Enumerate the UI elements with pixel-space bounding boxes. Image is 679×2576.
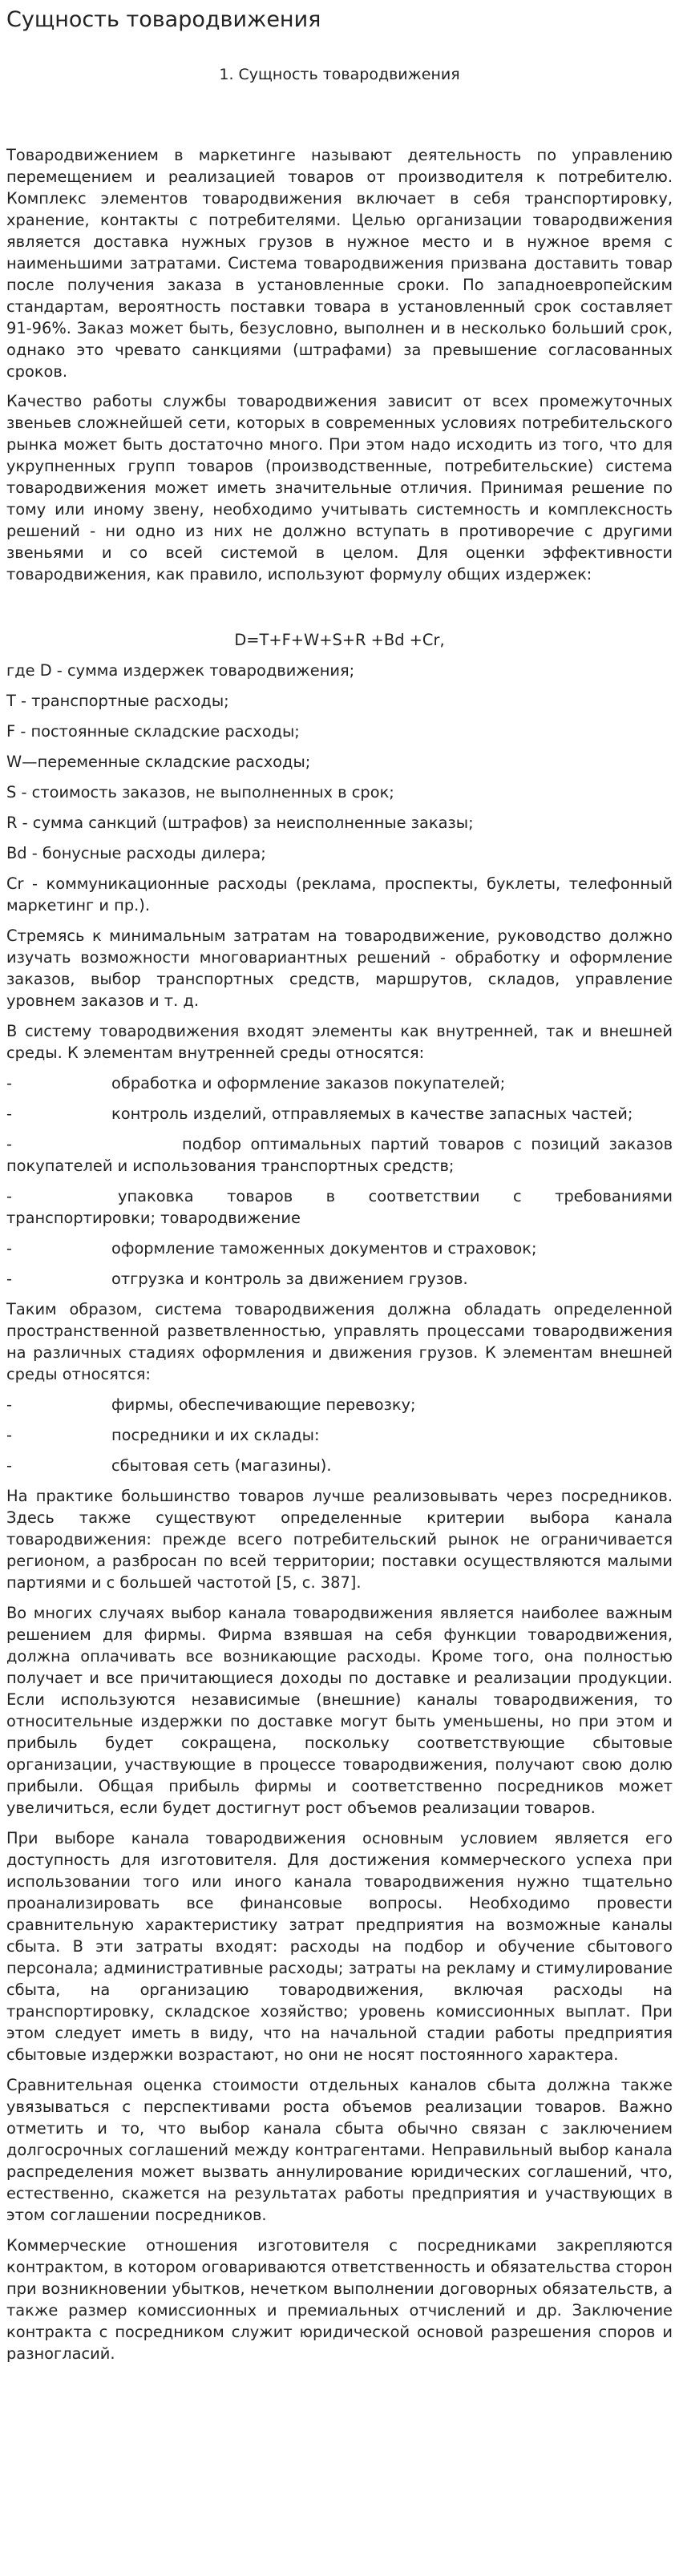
list-dash: -	[6, 1239, 12, 1258]
list-item-text: обработка и оформление заказов покупателей;	[111, 1074, 506, 1092]
list-item-text: посредники и их склады:	[111, 1426, 320, 1444]
paragraph-internal-intro: В систему товародвижения входят элементы как внутренней, так и внешней среды. К элементам внутренней среды относятся:	[6, 1022, 673, 1062]
paragraph-intermediaries: На практике большинство товаров лучше реализовывать через посредников. Здесь также существуют определенные критерии выбора канала товародвижения: прежде всего потребительский рынок не ограничивается регионом, а разбросан по всей территории; поставки осуществляются малыми партиями и с большей частотой [5, с. 387].	[6, 1487, 673, 1592]
formula-legend-bd: Bd - бонусные расходы дилера;	[6, 844, 266, 862]
list-item	[6, 1394, 673, 1415]
paragraph-quality: Качество работы службы товародвижения зависит от всех промежуточных звеньев сложнейшей сети, которых в современных условиях потребительского рынка может быть достаточно много. При этом надо исходить из того, что для укрупненных групп товаров (производственные, потребительские) система товародвижения может иметь значительные отличия. Принимая решение по тому или иному звену, необходимо учитывать системность и комплексность решений - ни одно из них не должно вступать в противоречие с другими звеньями и со всей системой в целом. Для оценки эффективности товародвижения, как правило, используют формулу общих издержек:	[6, 392, 673, 583]
paragraph-external-intro: Таким образом, система товародвижения должна обладать определенной пространственной разветвленностью, управлять процессами товародвижения на различных стадиях оформления и движения грузов. К элементам внешней среды относятся:	[6, 1300, 673, 1383]
list-item-text: фирмы, обеспечивающие перевозку;	[111, 1395, 416, 1414]
formula-legend-f: F - постоянные складские расходы;	[6, 722, 300, 741]
formula-legend-d: где D - сумма издержек товародвижения;	[6, 661, 355, 680]
list-item	[6, 1072, 673, 1094]
section-heading: 1. Сущность товародвижения	[219, 66, 460, 83]
cost-formula: D=T+F+W+S+R +Bd +Cr,	[234, 631, 445, 649]
list-item-text: контроль изделий, отправляемых в качестве запасных частей;	[111, 1104, 633, 1123]
list-item-text: упаковка товаров в соответствии с требованиями транспортировки; товародвижение	[6, 1187, 673, 1227]
paragraph-channel-choice: Во многих случаях выбор канала товародвижения является наиболее важным решением для фирмы. Фирма взявшая на себя функции товародвижения, должна оплачивать все возникающие расходы. Кроме того, она полностью получает и все причитающиеся доходы по доставке и реализации продукции. Если используются независимые (внешние) каналы товародвижения, то относительные издержки по доставке могут быть уменьшены, но при этом и прибыль будет сокращена, поскольку соответствующие сбытовые организации, участвующие в процессе товародвижения, получают свою долю прибыли. Общая прибыль фирмы и соответственно посредников может увеличиться, если будет достигнут рост объемов реализации товаров.	[6, 1604, 673, 1817]
formula-legend-w: W—переменные складские расходы;	[6, 753, 311, 771]
list-item-text: отгрузка и контроль за движением грузов.	[111, 1270, 468, 1288]
list-item	[6, 1455, 673, 1476]
paragraph-channel-selection: При выборе канала товародвижения основным условием является его доступность для изготовителя. Для достижения коммерческого успеха при использовании того или иного канала товародвижения нужно тщательно проанализировать все финансовые вопросы. Необходимо провести сравнительную характеристику затрат предприятия на возможные каналы сбыта. В эти затраты входят: расходы на подбор и обучение сбытового персонала; административные расходы; затраты на рекламу и стимулирование сбыта, на организацию товародвижения, включая расходы на транспортировку, складское хозяйство; уровень комиссионных выплат. При этом следует иметь в виду, что на начальной стадии работы предприятия сбытовые издержки возрастают, но они не носят постоянного характера.	[6, 1829, 673, 2064]
list-item	[6, 1103, 673, 1124]
formula-legend-s: S - стоимость заказов, не выполненных в срок;	[6, 783, 394, 801]
formula-legend-t: T - транспортные расходы;	[6, 692, 229, 710]
formula-legend-cr: Cr - коммуникационные расходы (реклама, проспекты, буклеты, телефонный маркетинг и пр.).	[6, 874, 673, 915]
list-dash: -	[6, 1135, 12, 1153]
paragraph-minimal-costs: Стремясь к минимальным затратам на товародвижение, руководство должно изучать возможности многовариантных решений - обработку и оформление заказов, выбор транспортных средств, маршрутов, складов, управление уровнем заказов и т. д.	[6, 927, 673, 1010]
list-dash: -	[6, 1104, 12, 1123]
list-item	[6, 1238, 673, 1259]
list-item	[6, 1424, 673, 1446]
formula-legend-r: R - сумма санкций (штрафов) за неисполненные заказы;	[6, 814, 474, 832]
list-item	[6, 1268, 673, 1290]
list-item	[6, 1133, 673, 1177]
paragraph-intro: Товародвижением в маркетинге называют деятельность по управлению перемещением и реализацией товаров от производителя к потребителю. Комплекс элементов товародвижения включает в себя транспортировку, хранение, контакты с потребителями. Целью организации товародвижения является доставка нужных грузов в нужное место и в нужное время с наименьшими затратами. Система товародвижения призвана доставить товар после получения заказа в установленные сроки. По западноевропейским стандартам, вероятность поставки товара в установленный срок составляет 91-96%. Заказ может быть, безусловно, выполнен и в несколько больший срок, однако это чревато санкциями (штрафами) за превышение согласованных сроков.	[6, 146, 673, 381]
list-item-text: сбытовая сеть (магазины).	[111, 1456, 332, 1475]
list-item	[6, 1185, 673, 1229]
list-item-text: подбор оптимальных партий товаров с позиций заказов покупателей и использования транспортных средств;	[6, 1135, 673, 1175]
list-dash: -	[6, 1270, 12, 1288]
list-dash: -	[6, 1395, 12, 1414]
list-dash: -	[6, 1456, 12, 1475]
list-dash: -	[6, 1187, 12, 1205]
paragraph-comparative-assessment: Сравнительная оценка стоимости отдельных каналов сбыта должна также увязываться с перспективами роста объемов реализации товаров. Важно отметить и то, что выбор канала сбыта обычно связан с заключением долгосрочных соглашений между контрагентами. Неправильный выбор канала распределения может вызвать аннулирование юридических соглашений, что, естественно, скажется на результатах работы предприятия и участвующих в этом соглашении посредников.	[6, 2076, 673, 2224]
page-title: Сущность товародвижения	[6, 7, 321, 32]
list-dash: -	[6, 1426, 12, 1444]
list-item-text: оформление таможенных документов и страховок;	[111, 1239, 537, 1258]
list-dash: -	[6, 1074, 12, 1092]
paragraph-commercial-relations: Коммерческие отношения изготовителя с посредниками закрепляются контрактом, в котором оговариваются ответственность и обязательства сторон при возникновении убытков, нечетком выполнении договорных обязательств, а также размер комиссионных и премиальных отчислений и др. Заключение контракта с посредником служит юридической основой разрешения споров и разногласий.	[6, 2236, 673, 2363]
